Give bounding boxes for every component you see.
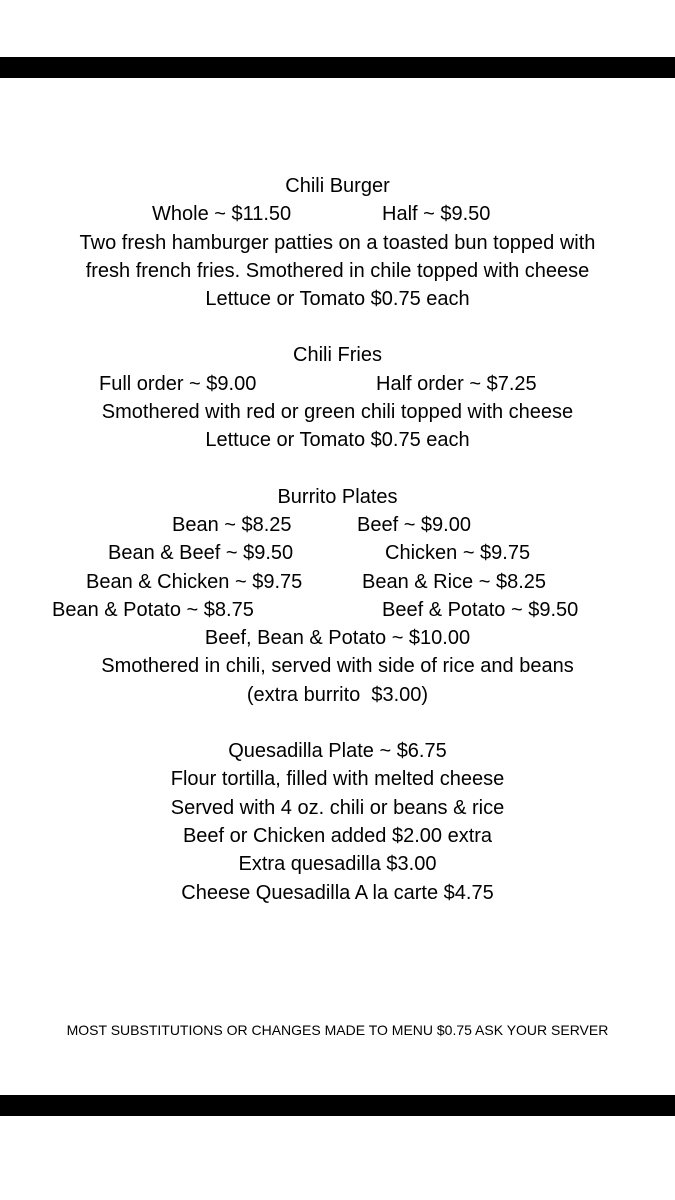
- burrito-row: [0, 596, 675, 624]
- price-half-order: Half order ~ $7.25: [376, 372, 537, 395]
- description-line: Smothered with red or green chili topped with cheese: [101, 401, 574, 424]
- price-row-chili-fries: [0, 370, 675, 398]
- burrito-item: Bean & Beef ~ $9.50: [108, 542, 294, 565]
- section-title-burrito-plates: Burrito Plates: [277, 485, 398, 508]
- burrito-row: [0, 539, 675, 567]
- price-row-chili-burger: [0, 200, 675, 228]
- burrito-item: Beef, Bean & Potato ~ $10.00: [204, 627, 471, 650]
- burrito-item: Beef & Potato ~ $9.50: [382, 598, 579, 621]
- burrito-item: Chicken ~ $9.75: [385, 542, 531, 565]
- description-line: Two fresh hamburger patties on a toasted bun topped with: [79, 231, 596, 254]
- extra-line: Lettuce or Tomato $0.75 each: [205, 288, 470, 311]
- description-line: Beef or Chicken added $2.00 extra: [182, 824, 493, 847]
- description-line: Smothered in chili, served with side of rice and beans: [101, 655, 574, 678]
- price-whole: Whole ~ $11.50: [152, 203, 292, 226]
- description-line: fresh french fries. Smothered in chile topped with cheese: [85, 259, 590, 282]
- menu-page: [0, 172, 675, 907]
- section-title-chili-fries: Chili Fries: [293, 344, 382, 367]
- extra-line: (extra burrito $3.00): [246, 683, 429, 706]
- price-half: Half ~ $9.50: [382, 203, 491, 226]
- burrito-item: Bean & Chicken ~ $9.75: [86, 570, 303, 593]
- burrito-row: [0, 568, 675, 596]
- bottom-divider-bar: [0, 1095, 675, 1116]
- burrito-item: Bean & Potato ~ $8.75: [52, 598, 254, 621]
- description-line: Flour tortilla, filled with melted cheese: [170, 768, 505, 791]
- burrito-item: Bean & Rice ~ $8.25: [362, 570, 547, 593]
- description-line: Extra quesadilla $3.00: [238, 853, 437, 876]
- description-line: Served with 4 oz. chili or beans & rice: [170, 796, 505, 819]
- section-title-quesadilla-plate: Quesadilla Plate ~ $6.75: [228, 740, 447, 763]
- footer-note: MOST SUBSTITUTIONS OR CHANGES MADE TO MENU $0.75 ASK YOUR SERVER: [66, 1022, 609, 1038]
- burrito-row: [0, 511, 675, 539]
- extra-line: Lettuce or Tomato $0.75 each: [205, 429, 470, 452]
- burrito-item: Bean ~ $8.25: [172, 513, 292, 536]
- section-title-chili-burger: Chili Burger: [285, 175, 390, 197]
- price-full-order: Full order ~ $9.00: [99, 372, 257, 395]
- top-divider-bar: [0, 57, 675, 78]
- description-line: Cheese Quesadilla A la carte $4.75: [181, 881, 494, 904]
- burrito-item: Beef ~ $9.00: [357, 513, 471, 536]
